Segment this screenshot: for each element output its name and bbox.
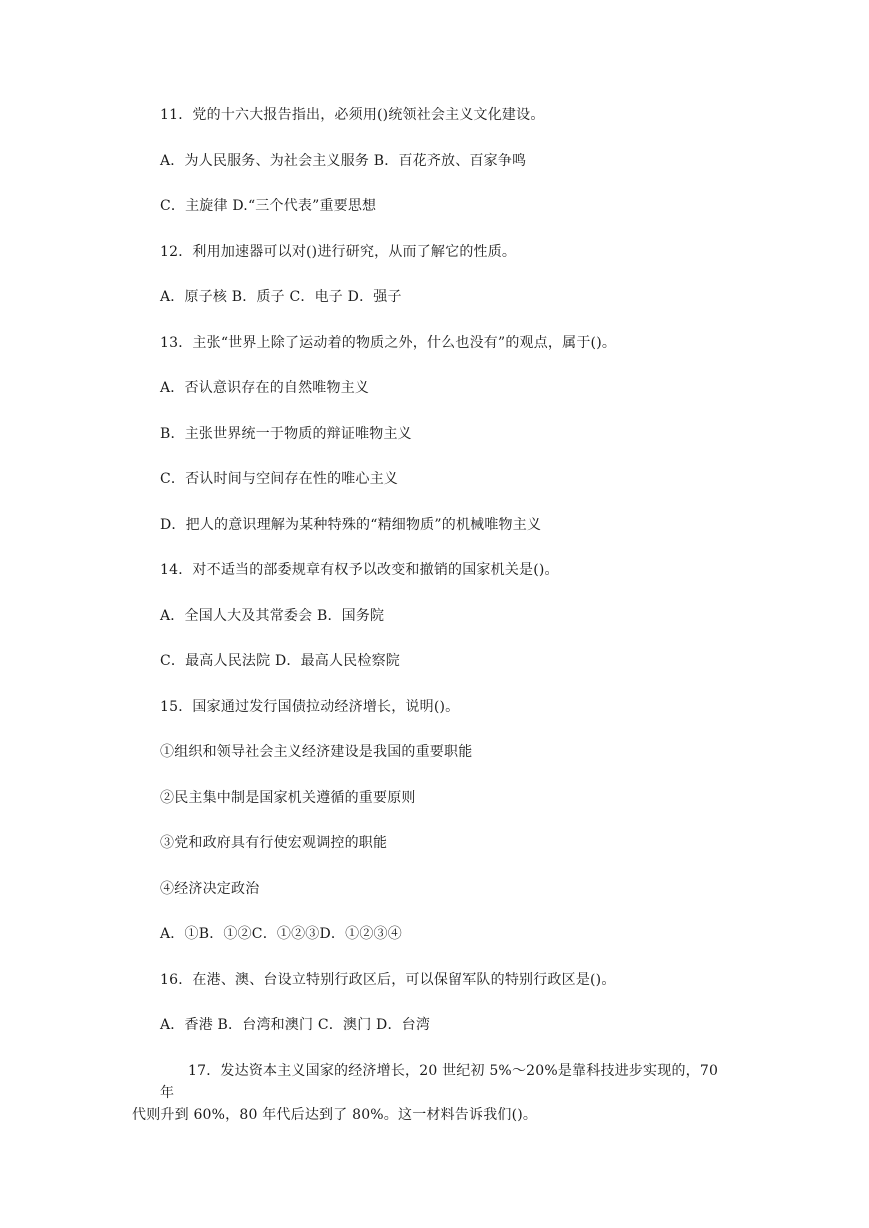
question-12-options: A．原子核 B．质子 C．电子 D．强子: [160, 289, 402, 305]
question-11-options-ab: A．为人民服务、为社会主义服务 B．百花齐放、百家争鸣: [160, 152, 527, 169]
question-13-option-d: D．把人的意识理解为某种特殊的“精细物质”的机械唯物主义: [160, 516, 542, 533]
question-16: 16．在港、澳、台设立特别行政区后，可以保留军队的特别行政区是()。: [160, 971, 616, 988]
question-17-line-2: 代则升到 60%，80 年代后达到了 80%。这一材料告诉我们()。: [132, 1106, 538, 1123]
question-13: 13．主张“世界上除了运动着的物质之外，什么也没有”的观点，属于()。: [160, 334, 617, 351]
question-11-options-cd: C．主旋律 D.“三个代表”重要思想: [160, 198, 377, 214]
question-15: 15．国家通过发行国债拉动经济增长，说明()。: [160, 698, 460, 715]
question-16-options: A．香港 B．台湾和澳门 C．澳门 D．台湾: [160, 1017, 431, 1033]
question-15-statement-1: ①组织和领导社会主义经济建设是我国的重要职能: [160, 744, 473, 760]
question-15-options: A．①B．①②C．①②③D．①②③④: [160, 926, 402, 942]
question-14: 14．对不适当的部委规章有权予以改变和撤销的国家机关是()。: [160, 562, 559, 578]
question-15-statement-3: ③党和政府具有行使宏观调控的职能: [160, 835, 388, 851]
question-17-line-1: 17．发达资本主义国家的经济增长，20 世纪初 5%～20%是靠科技进步实现的，70 年: [160, 1062, 719, 1101]
question-14-options-cd: C．最高人民法院 D．最高人民检察院: [160, 653, 400, 669]
question-15-statement-4: ④经济决定政治: [160, 880, 260, 897]
question-13-option-b: B．主张世界统一于物质的辩证唯物主义: [160, 425, 412, 442]
question-15-statement-2: ②民主集中制是国家机关遵循的重要原则: [160, 789, 416, 806]
question-12: 12．利用加速器可以对()进行研究，从而了解它的性质。: [160, 243, 517, 260]
question-14-options-ab: A．全国人大及其常委会 B．国务院: [160, 607, 385, 624]
document-body: [132, 104, 720, 1126]
question-11: 11．党的十六大报告指出，必须用()统领社会主义文化建设。: [160, 107, 545, 123]
question-13-option-c: C．否认时间与空间存在性的唯心主义: [160, 471, 399, 487]
question-17: [132, 1060, 720, 1126]
question-13-option-a: A．否认意识存在的自然唯物主义: [160, 380, 370, 396]
